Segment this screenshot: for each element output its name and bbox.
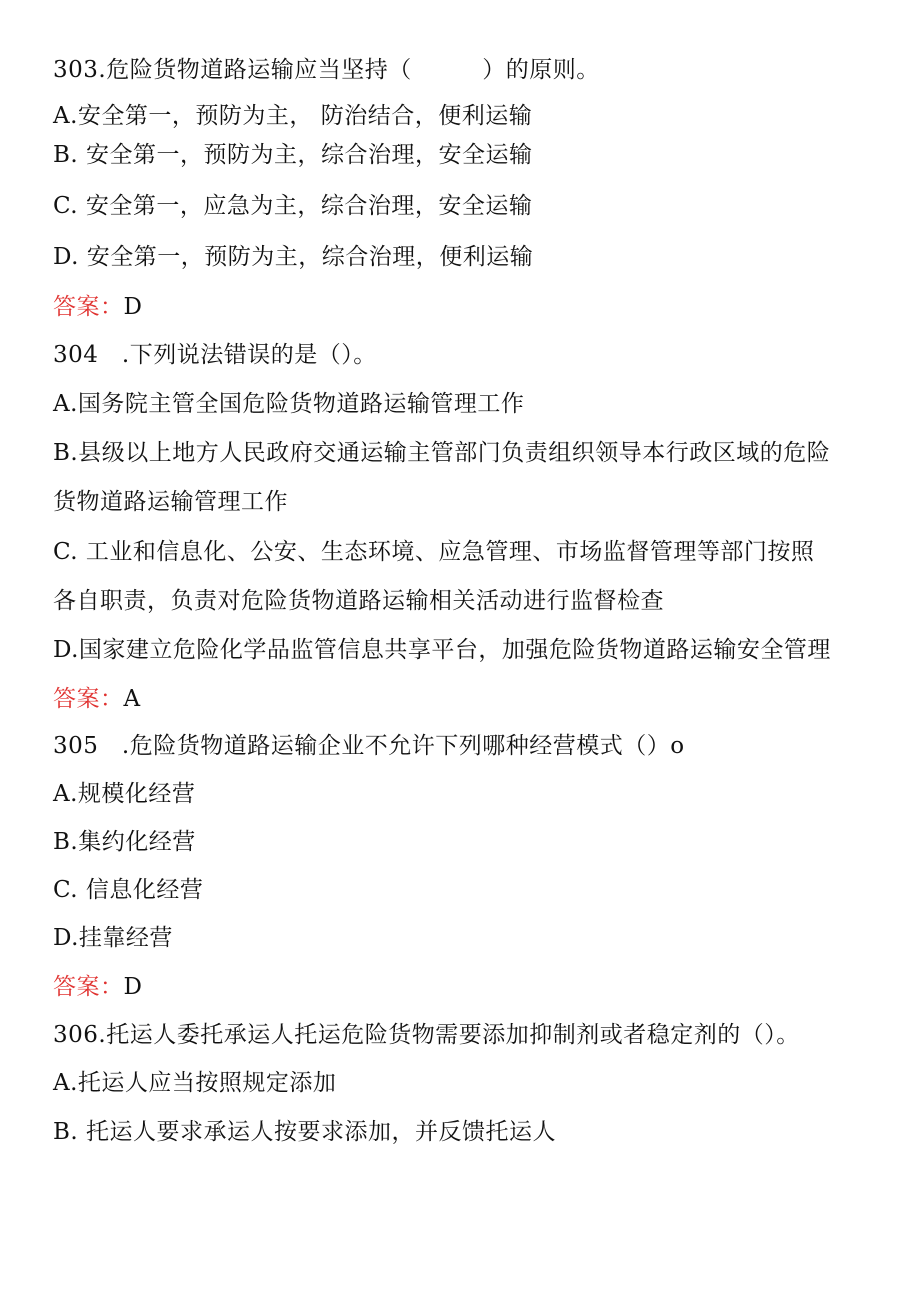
question-305-option-b: B.集约化经营 — [53, 829, 196, 855]
question-306-stem: 306.托运人委托承运人托运危险货物需要添加抑制剂或者稳定剂的（）。 — [53, 1022, 800, 1048]
question-303-option-b: B. 安全第一，预防为主，综合治理，安全运输 — [53, 142, 533, 168]
question-303-stem: 303.危险货物道路运输应当坚持（ ）的原则。 — [53, 57, 600, 83]
question-304-option-a: A.国务院主管全国危险货物道路运输管理工作 — [53, 391, 525, 417]
answer-value: D — [123, 974, 143, 1000]
question-304-option-b-cont: 货物道路运输管理工作 — [53, 489, 288, 515]
question-306-option-a: A.托运人应当按照规定添加 — [53, 1070, 337, 1096]
question-304-option-c: C. 工业和信息化、公安、生态环境、应急管理、市场监督管理等部门按照 — [53, 539, 815, 565]
question-303-option-c: C. 安全第一，应急为主，综合治理，安全运输 — [53, 193, 533, 219]
question-304-option-b: B.县级以上地方人民政府交通运输主管部门负责组织领导本行政区域的危险 — [53, 440, 831, 466]
question-303-option-a: A.安全第一，预防为主， 防治结合，便利运输 — [53, 103, 533, 129]
question-305-stem: 305 .危险货物道路运输企业不允许下列哪种经营模式（）o — [53, 733, 685, 759]
answer-label: 答案： — [53, 294, 124, 320]
question-305-answer — [53, 972, 142, 1002]
question-303-option-d: D. 安全第一，预防为主，综合治理，便利运输 — [53, 244, 534, 270]
question-305-option-d: D.挂靠经营 — [53, 925, 173, 951]
answer-value: A — [123, 686, 141, 712]
answer-label: 答案： — [53, 974, 124, 1000]
question-305-option-a: A.规模化经营 — [53, 781, 196, 807]
question-304-answer — [53, 684, 141, 714]
answer-label: 答案： — [53, 686, 124, 712]
question-306-option-b: B. 托运人要求承运人按要求添加，并反馈托运人 — [53, 1119, 557, 1145]
question-304-option-d: D.国家建立危险化学品监管信息共享平台，加强危险货物道路运输安全管理 — [53, 637, 831, 663]
question-304-stem: 304 .下列说法错误的是（）。 — [53, 342, 377, 368]
answer-value: D — [123, 294, 143, 320]
question-303-answer — [53, 292, 142, 322]
question-304-option-c-cont: 各自职责，负责对危险货物道路运输相关活动进行监督检查 — [53, 588, 664, 614]
question-305-option-c: C. 信息化经营 — [53, 877, 204, 903]
